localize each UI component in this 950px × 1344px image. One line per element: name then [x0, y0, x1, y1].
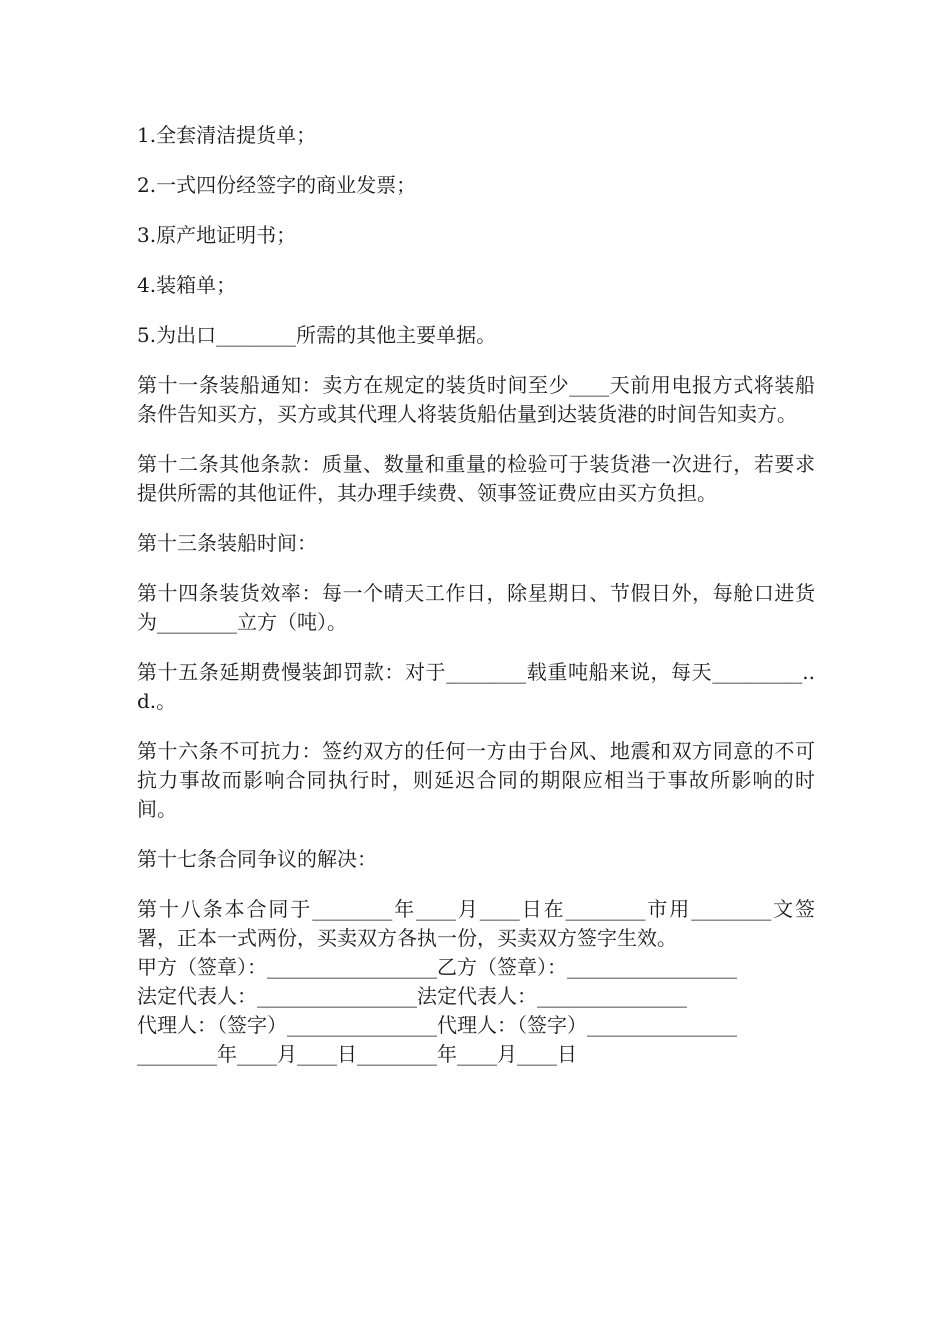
clause-item-5: 5.为出口________所需的其他主要单据。	[137, 323, 497, 347]
clause-item-1: 1.全套清洁提货单；	[137, 123, 317, 147]
article-15-demurrage: 第十五条延期费慢装卸罚款：对于________载重吨船来说，每天_________..d.。	[137, 660, 815, 713]
clause-item-4: 4.装箱单；	[137, 273, 237, 297]
article-16-force-majeure: 第十六条不可抗力：签约双方的任何一方由于台风、地震和双方同意的不可抗力事故而影响合同执行时，则延迟合同的期限应相当于事故所影响的时间。	[137, 739, 815, 821]
clause-item-3: 3.原产地证明书；	[137, 223, 297, 247]
signature-line-legal-representatives: 法定代表人：________________法定代表人：_______________	[137, 984, 687, 1008]
article-18-signing: 第十八条本合同于________年____月____日在________市用________文签署，正本一式两份，买卖双方各执一份，买卖双方签字生效。	[137, 897, 815, 950]
signature-line-dates: ________年____月____日________年____月____日	[137, 1042, 577, 1066]
article-12-other-terms: 第十二条其他条款：质量、数量和重量的检验可于装货港一次进行，若要求提供所需的其他证件，其办理手续费、领事签证费应由买方负担。	[137, 452, 815, 505]
article-11-shipping-notice: 第十一条装船通知：卖方在规定的装货时间至少____天前用电报方式将装船条件告知买方，买方或其代理人将装货船估量到达装货港的时间告知卖方。	[137, 373, 815, 426]
article-17-dispute-resolution: 第十七条合同争议的解决：	[137, 847, 377, 871]
article-13-shipping-time: 第十三条装船时间：	[137, 531, 317, 555]
article-14-loading-efficiency: 第十四条装货效率：每一个晴天工作日，除星期日、节假日外，每舱口进货为________立方（吨）。	[137, 581, 815, 634]
clause-item-2: 2.一式四份经签字的商业发票；	[137, 173, 417, 197]
document-page	[137, 121, 815, 1069]
signature-line-parties: 甲方（签章）：_________________乙方（签章）：_________________	[137, 955, 737, 979]
signature-line-agents: 代理人：（签字）_______________代理人：（签字）_______________	[137, 1013, 737, 1037]
